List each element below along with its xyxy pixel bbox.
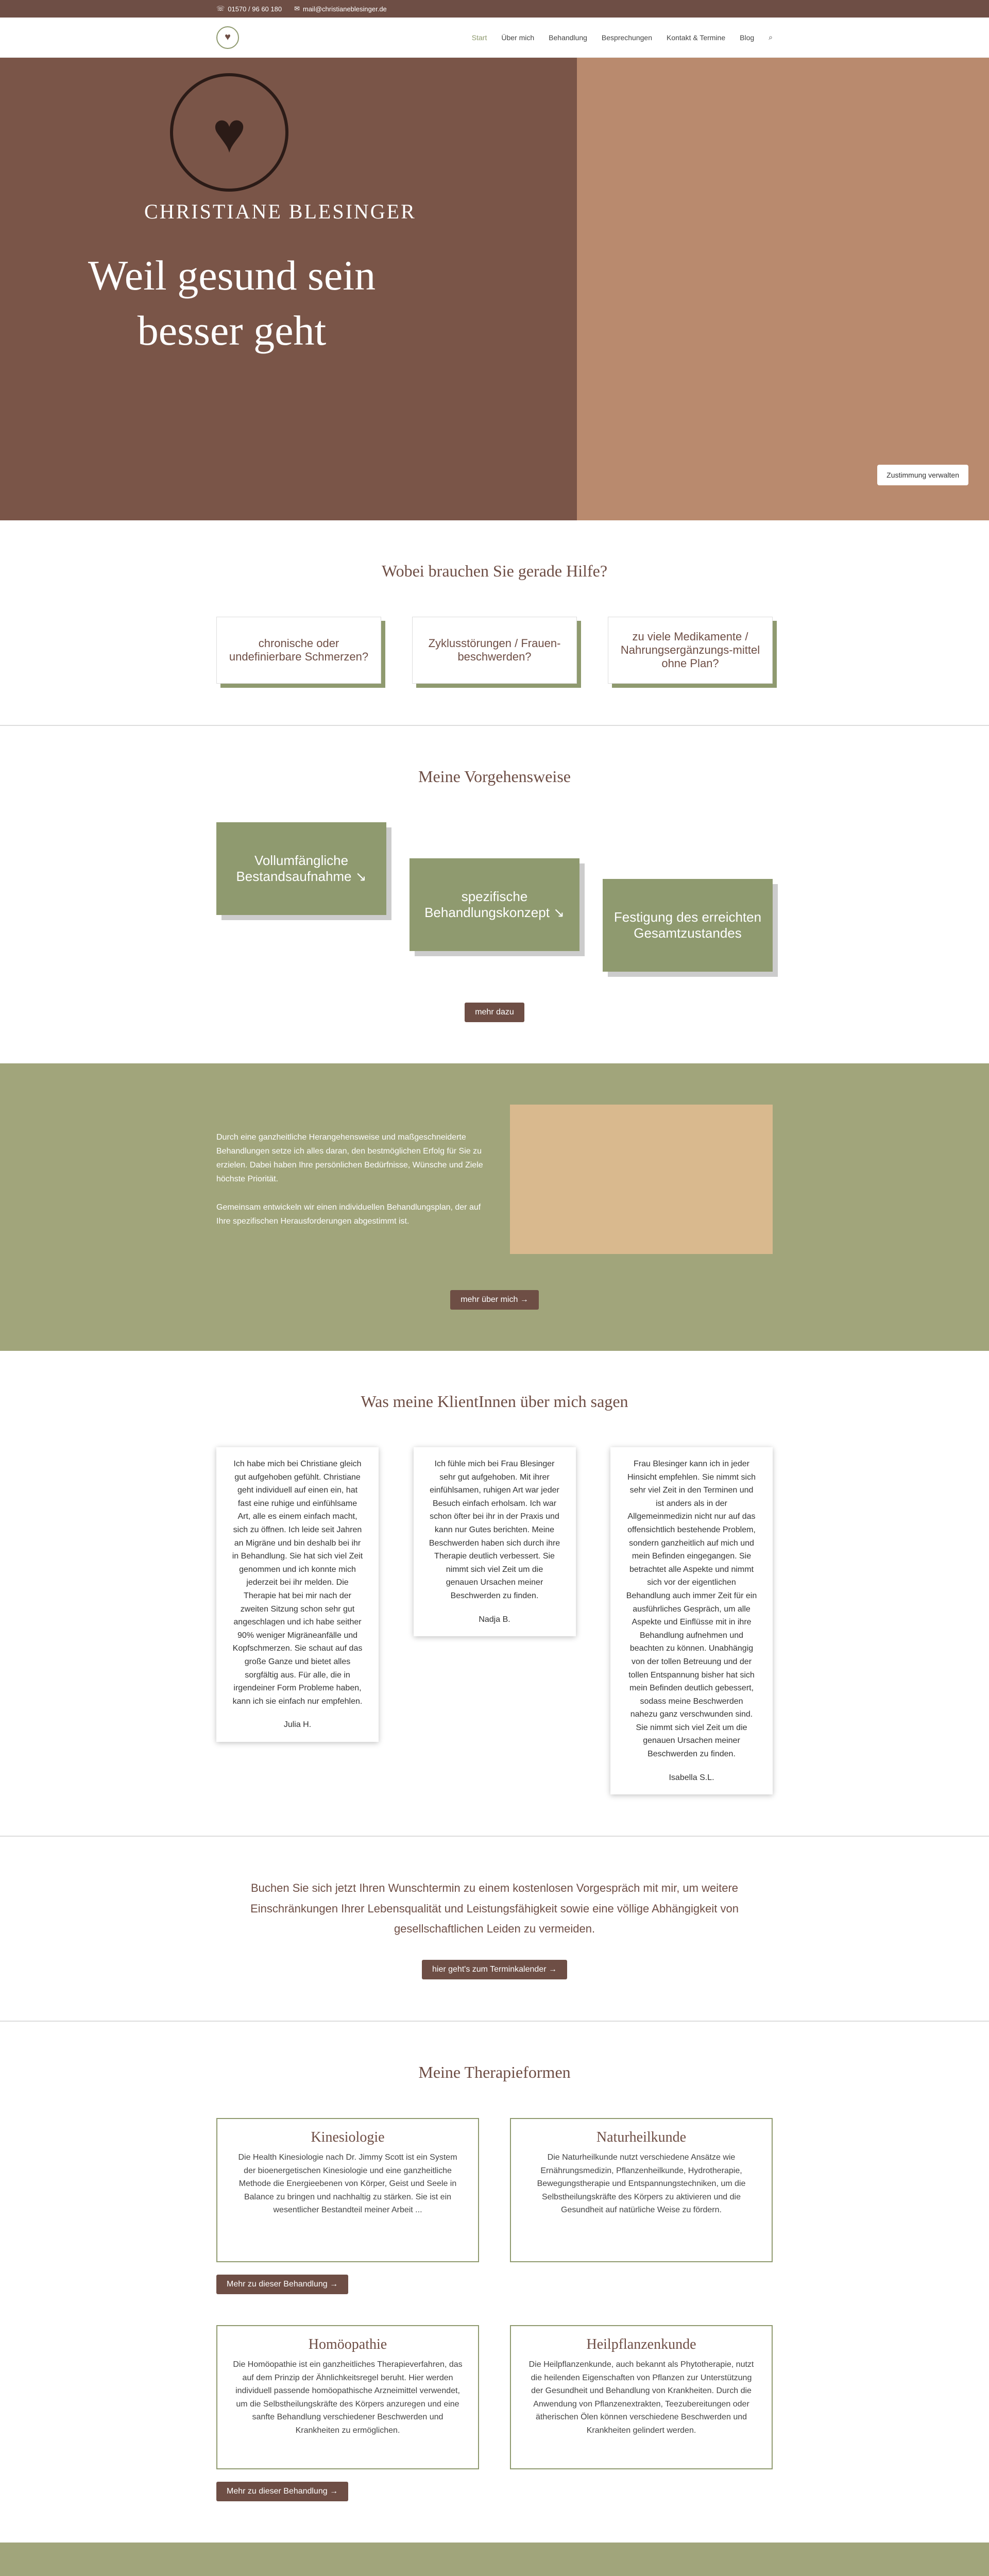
hero-title: Weil gesund sein besser geht [88,252,376,354]
about-text-2: Gemeinsam entwickeln wir einen individuellen Behandlungsplan, der auf Ihre spezifischen Herausforderungen abgestimmt ist. [216,1202,481,1226]
main-nav [0,18,989,58]
cta-section [0,1837,989,2021]
about-section [0,1063,989,1351]
help-card-pain[interactable]: chronische oder undefinierbare Schmerzen? [216,617,381,684]
hero-portrait-photo [577,58,989,520]
approach-title: Meine Vorgehensweise [418,767,571,786]
therapy-more-button[interactable]: Mehr zu dieser Behandlung → [216,2275,348,2294]
hero-brand: CHRISTIANE BLESINGER [144,200,416,223]
about-text-1: Durch eine ganzheitliche Herangehensweise und maßgeschneiderte Behandlungen setze ich alles daran, den bestmöglichen Erfolg für Sie zu erzielen. Dabei haben Ihre persönlichen Bedürfnisse, Wünsche und Ziele höchste Priorität. [216,1132,483,1184]
help-title: Wobei brauchen Sie gerade Hilfe? [381,562,608,580]
email-info[interactable]: ✉ mail@christianeblesinger.de [294,5,387,13]
about-button[interactable]: mehr über mich → [450,1290,539,1310]
testimonials-section [0,1351,989,1836]
approach-section [0,726,989,1063]
therapy-more-button[interactable]: Mehr zu dieser Behandlung → [216,2482,348,2501]
therapy-card: Homöopathie Die Homöopathie ist ein ganzheitliches Therapieverfahren, das auf dem Prinzip der Ähnlichkeitsregel beruht. Hier werden individuell passende homöopathische Arzneimittel verwendet, um die Selbstheilungskräfte des Körpers anzuregen und eine sanfte Behandlung verschiedener Beschwerden und Krankheiten zu ermöglichen. [216,2325,479,2469]
nav-start[interactable]: Start [471,33,487,42]
menu [472,33,773,42]
therapy-card: Naturheilkunde Die Naturheilkunde nutzt verschiedene Ansätze wie Ernährungsmedizin, Pflanzenheilkunde, Hydrotherapie, Bewegungstherapie und Entspannungstechniken, um die Selbstheilungskräfte des Körpers zu aktivieren und die Gesundheit auf natürliche Weise zu fördern. [510,2118,773,2262]
search-icon[interactable]: ⌕ [769,33,773,41]
therapy-title: Meine Therapieformen [418,2063,571,2082]
therapy-section [0,2022,989,2543]
calendar-button[interactable]: hier geht's zum Terminkalender → [422,1960,567,1979]
nav-reviews[interactable]: Besprechungen [601,33,652,42]
nav-about[interactable]: Über mich [501,33,535,42]
hero-section [0,58,989,520]
phone-info[interactable]: ☏ 01570 / 96 60 180 [216,5,282,13]
step-concept[interactable]: spezifische Behandlungskonzept ↘ [410,858,579,951]
approach-more-button[interactable]: mehr dazu [465,1003,524,1022]
logo[interactable]: ♥ [216,26,239,49]
testimonial-card: Ich habe mich bei Christiane gleich gut aufgehoben gefühlt. Christiane geht individuell auf einen ein, hat fast eine ruhige und einfühlsame Art, alle es einem einfach macht, sich zu öffnen. Ich leide seit Jahren an Migräne und bin deshalb bei ihr in Behandlung. Sie hat sich viel Zeit genommen und ich konnte mich jederzeit bei ihr melden. Die Therapie hat bei mir nach der zweiten Sitzung schon sehr gut angeschlagen und ich habe seither 90% weniger Migräneanfälle und Kopfschmerzen. Sie schaut auf das große Ganze und bietet alles sorgfältig aus. Für alle, die in irgendeiner Form Probleme haben, kann ich sie einfach nur empfehlen. Julia H. [216,1447,379,1742]
nav-contact[interactable]: Kontakt & Termine [666,33,726,42]
step-assessment[interactable]: Vollumfängliche Bestandsaufnahme ↘ [216,822,386,915]
testimonial-card: Frau Blesinger kann ich in jeder Hinsicht empfehlen. Sie nimmt sich sehr viel Zeit in den Terminen und ist anders als in der Allgemeinmedizin nicht nur auf das offensichtlich bestehende Problem, sondern ganzheitlich auf mich und mein Befinden eingegangen. Sie betrachtet alle Aspekte und nimmt sich vor der eigentlichen Behandlung auch immer Zeit für ein ausführliches Gespräch, um alle Aspekte und Einflüsse mit in ihre Behandlung aufnehmen und beachten zu können. Unabhängig von der tollen Betreuung und der tollen Entspannung bisher hat sich mein Befinden deutlich gebessert, sodass meine Beschwerden nahezu ganz verschwunden sind. Sie nimmt sich viel Zeit um die genauen Ursachen meiner Beschwerden zu finden. Isabella S.L. [610,1447,773,1794]
therapy-card: Heilpflanzenkunde Die Heilpflanzenkunde, auch bekannt als Phytotherapie, nutzt die heilenden Eigenschaften von Pflanzen zur Unterstützung der Gesundheit und Behandlung von Krankheiten. Durch die Anwendung von Pflanzenextrakten, Teezubereitungen oder ätherischen Ölen können verschiedene Beschwerden und Krankheiten gelindert werden. [510,2325,773,2469]
therapy-card: Kinesiologie Die Health Kinesiologie nach Dr. Jimmy Scott ist ein System der bioenergetischen Kinesiologie und eine ganzheitliche Methode die Energieebenen von Körper, Geist und Seele in Balance zu bringen und nachhaltig zu stärken. Sie ist ein wesentlicher Bestandteil meiner Arbeit ... [216,2118,479,2262]
top-bar [0,0,989,18]
consent-badge[interactable]: Zustimmung verwalten [877,465,968,485]
nav-blog[interactable]: Blog [740,33,755,42]
nav-treatment[interactable]: Behandlung [549,33,587,42]
help-card-cycle[interactable]: Zyklusstörungen / Frauen-beschwerden? [412,617,577,684]
testimonials-title: Was meine KlientInnen über mich sagen [361,1392,628,1411]
testimonial-card: Ich fühle mich bei Frau Blesinger sehr gut aufgehoben. Mit ihrer einfühlsamen, ruhigen Art war jeder Besuch einfach erholsam. Ich war schon öfter bei ihr in der Praxis und kann nur Gutes berichten. Meine Beschwerden haben sich durch ihre Therapie deutlich verbessert. Sie nimmt sich viel Zeit um die genauen Ursachen meiner Beschwerden zu finden. Nadja B. [414,1447,576,1636]
help-section [0,520,989,725]
heart-emblem-icon: ♥ [170,73,288,192]
consultation-photo [510,1105,773,1254]
motivation-section [0,2543,989,2576]
step-consolidation[interactable]: Festigung des erreichten Gesamtzustandes [603,879,773,972]
cta-text: Buchen Sie sich jetzt Ihren Wunschtermin zu einem kostenlosen Vorgespräch mit mir, um weitere Einschränkungen Ihrer Lebensqualität und Leistungsfähigkeit sowie eine völlige Abhängigkeit von gesellschaftlichen Leiden zu vermeiden. [250,1882,739,1936]
help-card-medication[interactable]: zu viele Medikamente / Nahrungsergänzungs-mittel ohne Plan? [608,617,773,684]
